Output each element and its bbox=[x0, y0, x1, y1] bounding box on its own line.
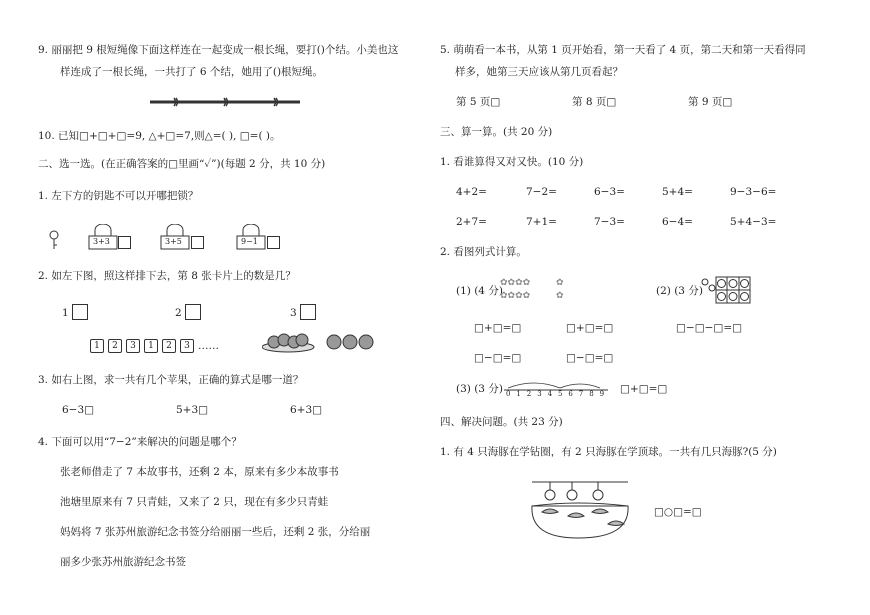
q9-line2: 样连成了一根长绳，一共打了 6 个结，她用了()根短绳。 bbox=[60, 66, 324, 78]
number-line-tick: 1 bbox=[516, 390, 521, 398]
option-5-3[interactable]: 第 9 页□ bbox=[688, 96, 733, 108]
s3-question-1: 1. 看谁算得又对又快。(10 分) bbox=[440, 156, 584, 168]
section-2-heading: 二、选一选。(在正确答案的□里画“✓”)(每题 2 分，共 10 分) bbox=[38, 158, 326, 170]
number-cards bbox=[90, 339, 219, 353]
equation-blank[interactable]: □−□−□=□ bbox=[676, 322, 743, 334]
calc-item: 5+4−3= bbox=[730, 216, 777, 228]
dolphins-illustration bbox=[528, 476, 632, 540]
q4-option-3-cont: 丽多少张苏州旅游纪念书签 bbox=[60, 556, 186, 568]
part-3-label: (3) (3 分) bbox=[456, 383, 503, 395]
q5-line2: 样多，她第三天应该从第几页看起？ bbox=[455, 66, 623, 78]
s3-question-2: 2. 看图列式计算。 bbox=[440, 246, 527, 258]
key-icon bbox=[48, 230, 60, 250]
option-2-3-box[interactable] bbox=[300, 304, 316, 320]
q9-line1: 9. 丽丽把 9 根短绳像下面这样连在一起变成一根长绳，要打()个结。小美也这 bbox=[38, 44, 399, 56]
calc-item: 7+1= bbox=[526, 216, 557, 228]
part-1-label: (1) (4 分) bbox=[456, 285, 503, 297]
calc-item: 7−2= bbox=[526, 186, 557, 198]
option-5-1[interactable]: 第 5 页□ bbox=[456, 96, 501, 108]
q5-line1: 5. 萌萌看一本书，从第 1 页开始看，第一天看了 4 页，第二天和第一天看得同 bbox=[440, 44, 806, 56]
s4-equation[interactable]: □○□=□ bbox=[654, 506, 702, 518]
option-2-1-label: 1 bbox=[62, 307, 69, 319]
lock-b bbox=[160, 224, 190, 253]
s2-question-1: 1. 左下方的钥匙不可以开哪把锁？ bbox=[38, 190, 199, 202]
equation-blank[interactable]: □+□=□ bbox=[474, 322, 522, 334]
part-2-label: (2) (3 分) bbox=[656, 285, 703, 297]
part-3-equation[interactable]: □+□=□ bbox=[620, 383, 668, 395]
number-line-tick: 0 bbox=[506, 390, 511, 398]
section-4-heading: 四、解决问题。(共 23 分) bbox=[440, 416, 563, 428]
number-card: 2 bbox=[108, 339, 122, 353]
calc-item: 2+7= bbox=[456, 216, 487, 228]
lock-a bbox=[88, 224, 118, 253]
number-line-tick: 5 bbox=[558, 390, 563, 398]
calc-item: 7−3= bbox=[594, 216, 625, 228]
lock-b-checkbox[interactable] bbox=[191, 236, 204, 249]
apples-illustration bbox=[262, 330, 382, 354]
s2-question-2: 2. 如左下图，照这样排下去，第 8 张卡片上的数是几？ bbox=[38, 270, 296, 282]
calc-item: 5+4= bbox=[662, 186, 693, 198]
number-card: 1 bbox=[90, 339, 104, 353]
number-card: 1 bbox=[144, 339, 158, 353]
option-3-2[interactable]: 5+3□ bbox=[176, 404, 209, 416]
section-3-heading: 三、算一算。(共 20 分) bbox=[440, 126, 553, 138]
s2-question-3: 3. 如右上图，求一共有几个苹果，正确的算式是哪一道？ bbox=[38, 374, 304, 386]
calc-item: 9−3−6= bbox=[730, 186, 777, 198]
calc-item: 6−4= bbox=[662, 216, 693, 228]
lock-c-label: 9−1 bbox=[241, 237, 258, 246]
flowers-illustration bbox=[500, 276, 572, 302]
equation-blank[interactable]: □−□=□ bbox=[566, 352, 614, 364]
option-2-2-box[interactable] bbox=[185, 304, 201, 320]
lock-c-checkbox[interactable] bbox=[267, 236, 280, 249]
option-5-2[interactable]: 第 8 页□ bbox=[572, 96, 617, 108]
q10: 10. 已知□+□+□=9, △+□=7,则△=( ), □=( )。 bbox=[38, 130, 281, 142]
number-card: 2 bbox=[162, 339, 176, 353]
number-line-tick: 9 bbox=[599, 390, 605, 398]
number-line-tick: 7 bbox=[578, 390, 584, 398]
rope-illustration bbox=[150, 96, 300, 108]
number-line-tick: 4 bbox=[547, 390, 553, 398]
number-line-tick: 8 bbox=[589, 390, 594, 398]
svg-text:✿: ✿ bbox=[556, 278, 564, 288]
option-2-1-box[interactable] bbox=[72, 304, 88, 320]
number-line-labels bbox=[504, 390, 610, 400]
lock-c bbox=[236, 224, 266, 253]
q4-option-2[interactable]: 池塘里原来有 7 只青蛙，又来了 2 只，现在有多少只青蛙 bbox=[60, 496, 329, 508]
option-2-3-label: 3 bbox=[290, 307, 297, 319]
q4-option-1[interactable]: 张老师借走了 7 本故事书，还剩 2 本，原来有多少本故事书 bbox=[60, 466, 339, 478]
q4-option-3[interactable]: 妈妈将 7 张苏州旅游纪念书签分给丽丽一些后，还剩 2 张，分给丽 bbox=[60, 526, 371, 538]
s2-question-4: 4. 下面可以用“7−2”来解决的问题是哪个？ bbox=[38, 436, 242, 448]
number-card: 3 bbox=[180, 339, 194, 353]
number-line-tick: 6 bbox=[568, 390, 573, 398]
option-3-3[interactable]: 6+3□ bbox=[290, 404, 323, 416]
s4-question-1: 1. 有 4 只海豚在学钻圈，有 2 只海豚在学顶球。一共有几只海豚?(5 分) bbox=[440, 446, 777, 458]
lock-a-checkbox[interactable] bbox=[118, 236, 131, 249]
number-line-tick: 3 bbox=[537, 390, 542, 398]
option-2-2-label: 2 bbox=[175, 307, 182, 319]
circles-grid-illustration bbox=[700, 276, 752, 304]
lock-a-label: 3+3 bbox=[93, 237, 110, 246]
option-3-1[interactable]: 6−3□ bbox=[62, 404, 95, 416]
svg-text:✿✿✿✿: ✿✿✿✿ bbox=[500, 278, 531, 288]
svg-text:✿✿✿✿: ✿✿✿✿ bbox=[500, 291, 531, 301]
calc-item: 4+2= bbox=[456, 186, 487, 198]
equation-blank[interactable]: □+□=□ bbox=[566, 322, 614, 334]
number-line-tick: 2 bbox=[526, 390, 532, 398]
equation-blank[interactable]: □−□=□ bbox=[474, 352, 522, 364]
cards-ellipsis: …… bbox=[198, 340, 219, 352]
number-card: 3 bbox=[126, 339, 140, 353]
calc-item: 6−3= bbox=[594, 186, 625, 198]
lock-b-label: 3+5 bbox=[165, 237, 182, 246]
svg-text:✿: ✿ bbox=[556, 291, 564, 301]
